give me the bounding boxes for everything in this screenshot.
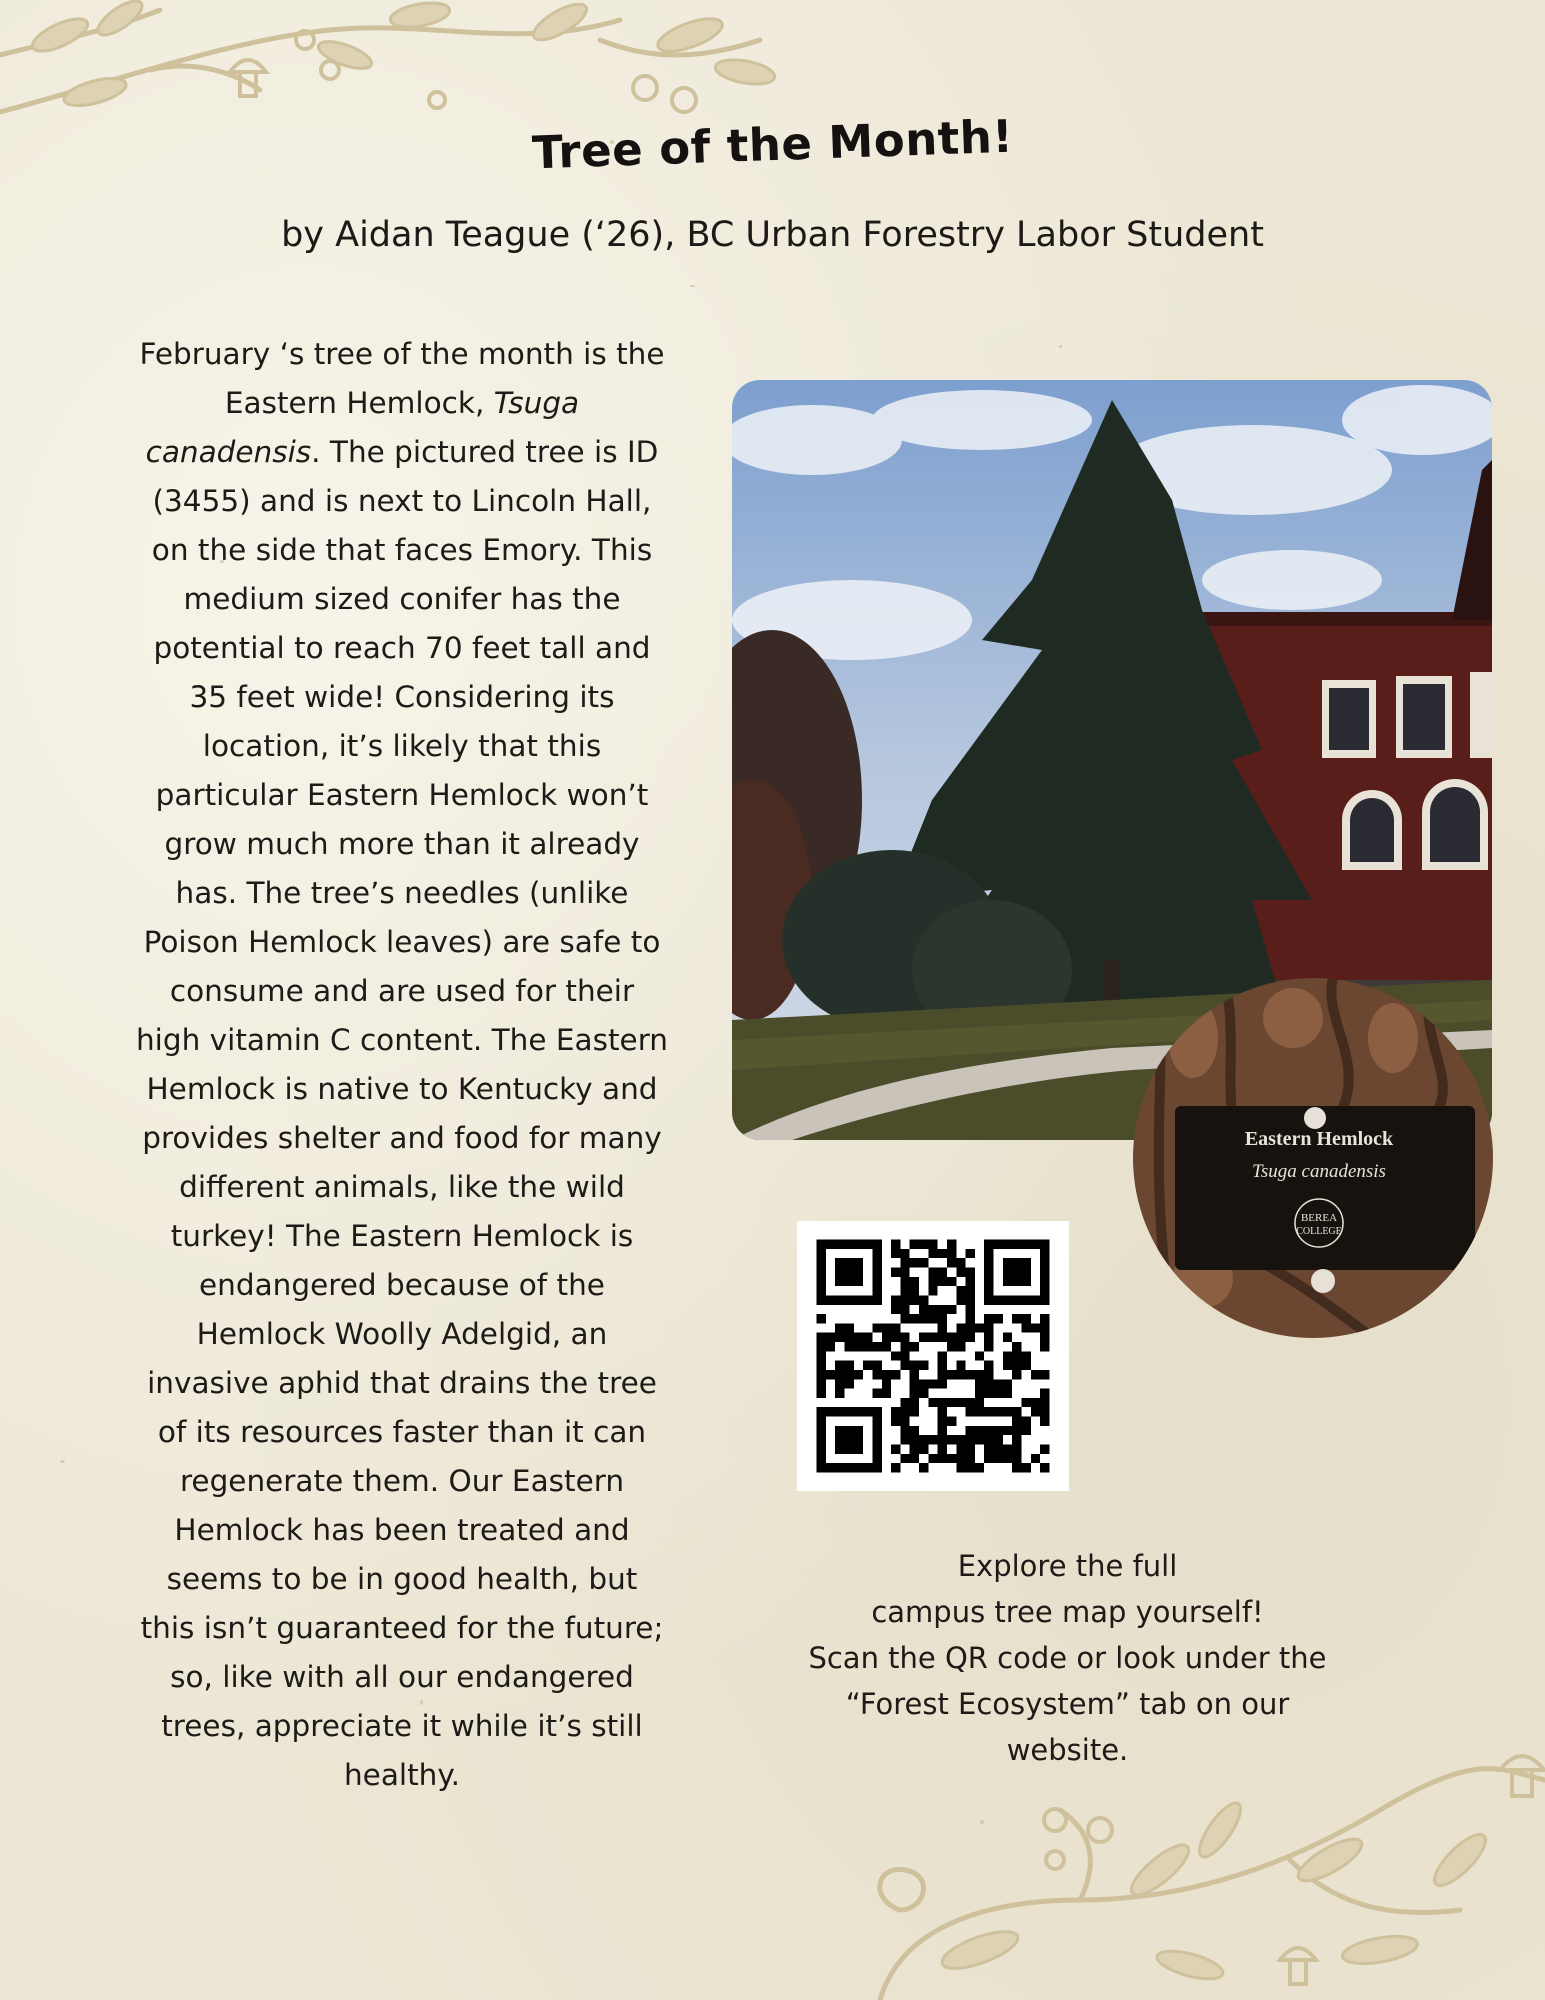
article-line: grow much more than it already <box>164 827 640 861</box>
article-line: Hemlock is native to Kentucky and <box>146 1072 658 1106</box>
seal-line-1: BEREA <box>1300 1212 1338 1224</box>
species-name: canadensis <box>145 435 312 469</box>
sign-common-name: Eastern Hemlock <box>1244 1128 1394 1150</box>
caption-line: website. <box>1006 1733 1129 1767</box>
article-line: of its resources faster than it can <box>157 1415 647 1449</box>
article-line: has. The tree’s needles (unlike <box>175 876 629 910</box>
caption-line: Scan the QR code or look under the <box>808 1641 1327 1675</box>
caption-line: “Forest Ecosystem” tab on our <box>845 1687 1290 1721</box>
article-line: medium sized conifer has the <box>183 582 621 616</box>
article-line: February ‘s tree of the month is the <box>139 337 665 371</box>
article-line: seems to be in good health, but <box>166 1562 638 1596</box>
article-line: healthy. <box>343 1758 460 1792</box>
tree-map-qr-code[interactable] <box>797 1221 1069 1491</box>
tree-sign-photo <box>1133 978 1493 1338</box>
article-line: this isn’t guaranteed for the future; <box>140 1611 664 1645</box>
caption-line: Explore the full <box>957 1549 1178 1583</box>
article-line: Hemlock has been treated and <box>174 1513 630 1547</box>
article-line: particular Eastern Hemlock won’t <box>155 778 649 812</box>
article-line: different animals, like the wild <box>179 1170 625 1204</box>
page-title: Tree of the Month! <box>531 109 1014 180</box>
article-line: provides shelter and food for many <box>142 1121 662 1155</box>
article-line: location, it’s likely that this <box>202 729 602 763</box>
article-line: consume and are used for their <box>169 974 635 1008</box>
article-line: canadensis. The pictured tree is ID <box>145 435 659 469</box>
sign-scientific-name: Tsuga canadensis <box>1252 1161 1386 1182</box>
article-line: (3455) and is next to Lincoln Hall, <box>152 484 652 518</box>
paper-fleck <box>1059 345 1062 348</box>
article-line: invasive aphid that drains the tree <box>147 1366 657 1400</box>
article-line: Hemlock Woolly Adelgid, an <box>196 1317 608 1351</box>
byline: by Aidan Teague (‘26), BC Urban Forestry Labor Student <box>281 215 1264 255</box>
article-line: Eastern Hemlock, Tsuga <box>224 386 580 420</box>
article-line: on the side that faces Emory. This <box>151 533 653 567</box>
caption-line: campus tree map yourself! <box>871 1595 1264 1629</box>
article-line: turkey! The Eastern Hemlock is <box>170 1219 634 1253</box>
tree-map-caption <box>790 1543 1345 1773</box>
vine-ornament-bottom <box>860 1750 1545 2000</box>
seal-line-2: COLLEGE <box>1296 1226 1342 1237</box>
article-line: potential to reach 70 feet tall and <box>153 631 651 665</box>
article-line: Poison Hemlock leaves) are safe to <box>143 925 661 959</box>
paper-fleck <box>690 285 695 287</box>
article-line: so, like with all our endangered <box>170 1660 634 1694</box>
article-line: 35 feet wide! Considering its <box>189 680 615 714</box>
paper-fleck <box>60 1460 65 1463</box>
article-line: regenerate them. Our Eastern <box>179 1464 625 1498</box>
species-name: Tsuga <box>493 386 580 420</box>
article-line: endangered because of the <box>199 1268 605 1302</box>
article-line: trees, appreciate it while it’s still <box>161 1709 643 1743</box>
article-line: high vitamin C content. The Eastern <box>135 1023 669 1057</box>
article-body <box>118 330 686 1800</box>
